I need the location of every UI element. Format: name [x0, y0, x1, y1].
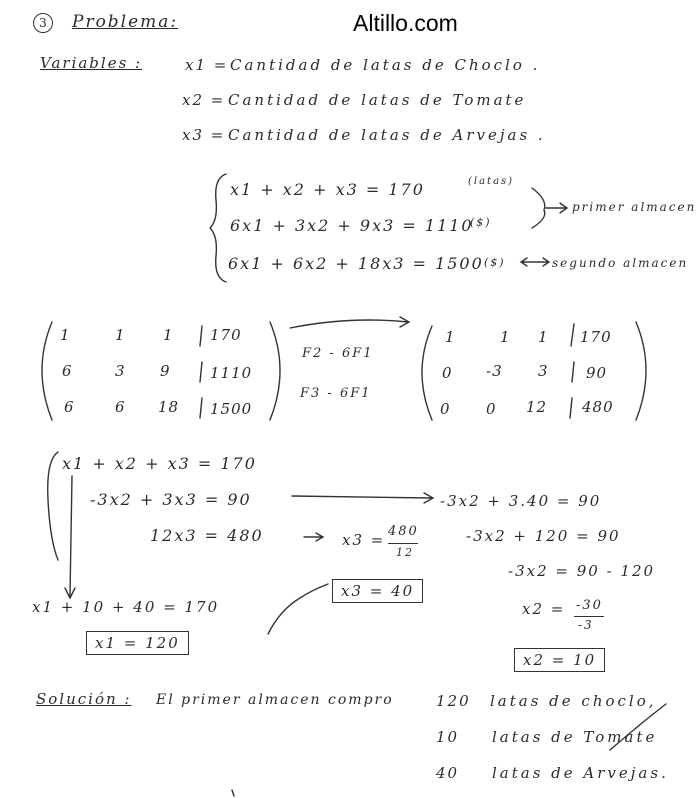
- x1-boxed-result: x1 = 120: [86, 631, 189, 655]
- eq2-to-x2-arrow: [292, 493, 433, 503]
- reduced-eq-1: x1 + x2 + x3 = 170: [62, 454, 257, 473]
- primer-almacen-arrow: [546, 203, 567, 213]
- x2-step-2: -3x2 + 120 = 90: [466, 527, 621, 545]
- solution-text-1: latas de choclo,: [490, 692, 657, 710]
- matrix-left-r1c2: 1: [115, 326, 126, 344]
- x3-numerator: 480: [388, 524, 419, 539]
- system-eq-3: 6x1 + 6x2 + 18x3 = 1500: [228, 254, 484, 273]
- matrix-right-r3c3: 12: [526, 398, 548, 416]
- solution-label: Solución :: [36, 690, 132, 708]
- matrix-transform-arrow: [290, 317, 409, 328]
- variable-x1-name: x1 =: [185, 56, 229, 74]
- tomate-strike: [610, 704, 666, 750]
- matrix-left-r3c1: 6: [64, 398, 75, 416]
- variable-x2-desc: Cantidad de latas de Tomate: [228, 91, 527, 109]
- system-eq-2: 6x1 + 3x2 + 9x3 = 1110: [230, 216, 474, 235]
- matrix-right-r3c4: 480: [582, 398, 614, 416]
- x2-boxed-result: x2 = 10: [514, 648, 605, 672]
- matrix-left-paren-right: [270, 322, 280, 420]
- x3-curved-arrow: [268, 584, 328, 634]
- row-op-1: F2 - 6F1: [302, 346, 374, 361]
- matrix-left-r2c4: 1110: [210, 364, 253, 382]
- reduced-system-brace: [48, 452, 58, 560]
- x3-denominator: 12: [396, 546, 414, 559]
- matrix-left-r2c2: 3: [115, 362, 126, 380]
- x1-step-1: x1 + 10 + 40 = 170: [32, 598, 220, 616]
- matrix-left-r3c3: 18: [158, 398, 180, 416]
- x3-boxed-result: x3 = 40: [332, 579, 423, 603]
- matrix-right-r2c4: 90: [586, 364, 608, 382]
- matrix-right-paren-left: [422, 326, 432, 420]
- x3-fraction-label: x3 =: [342, 531, 386, 549]
- system-brace: [210, 174, 226, 282]
- problem-title: Problema:: [72, 12, 179, 32]
- matrix-right-r1c2: 1: [500, 328, 511, 346]
- problem-number: 3: [39, 16, 47, 30]
- x2-step-1: -3x2 + 3.40 = 90: [440, 492, 602, 510]
- matrix-left-augment-bar: [200, 326, 202, 418]
- matrix-right-r2c2: -3: [486, 362, 503, 380]
- solution-text-2: latas de Tomate: [492, 728, 658, 746]
- row-op-2: F3 - 6F1: [300, 386, 372, 401]
- x2-step-4-label: x2 =: [522, 600, 566, 618]
- matrix-left-r3c4: 1500: [210, 400, 253, 418]
- system-eq-3-note: ($): [484, 256, 506, 269]
- segundo-almacen-arrow: [521, 258, 549, 266]
- matrix-right-r2c1: 0: [442, 364, 453, 382]
- solution-sentence: El primer almacen compro: [156, 692, 394, 708]
- x1-down-arrow: [65, 476, 75, 598]
- matrix-right-r1c3: 1: [538, 328, 549, 346]
- variable-x1-desc: Cantidad de latas de Choclo .: [230, 56, 541, 74]
- x2-step-3: -3x2 = 90 - 120: [508, 562, 656, 580]
- annotation-primer-almacen: primer almacen: [572, 200, 697, 214]
- matrix-left-r1c3: 1: [163, 326, 174, 344]
- matrix-right-paren-right: [636, 322, 646, 420]
- matrix-left-r2c1: 6: [62, 362, 73, 380]
- matrix-left-paren-left: [42, 322, 52, 420]
- matrix-left-r1c1: 1: [60, 326, 71, 344]
- solution-text-3: latas de Arvejas.: [492, 764, 669, 782]
- x2-step-4-denominator: -3: [578, 618, 594, 632]
- reduced-eq-3: 12x3 = 480: [150, 526, 264, 545]
- solution-qty-1: 120: [436, 692, 471, 710]
- variable-x3-name: x3 =: [182, 126, 226, 144]
- variable-x2-name: x2 =: [182, 91, 226, 109]
- system-eq-1: x1 + x2 + x3 = 170: [230, 180, 425, 199]
- matrix-right-r1c4: 170: [580, 328, 612, 346]
- x2-step-4-numerator: -30: [576, 598, 603, 613]
- variables-label: Variables :: [40, 54, 143, 72]
- annotation-segundo-almacen: segundo almacen: [552, 256, 689, 270]
- watermark: Altillo.com: [353, 10, 458, 36]
- system-eq-1-note: (latas): [468, 176, 515, 187]
- matrix-left-r2c3: 9: [160, 362, 171, 380]
- matrix-right-r2c3: 3: [538, 362, 549, 380]
- matrix-right-r3c2: 0: [486, 400, 497, 418]
- stray-mark: [232, 790, 234, 796]
- matrix-left-r3c2: 6: [115, 398, 126, 416]
- eq3-to-x3-arrow: [304, 533, 323, 541]
- system-eq-2-note: ($): [470, 216, 492, 229]
- matrix-right-r3c1: 0: [440, 400, 451, 418]
- matrix-left-r1c4: 170: [210, 326, 242, 344]
- variable-x3-desc: Cantidad de latas de Arvejas .: [228, 126, 546, 144]
- solution-qty-2: 10: [436, 728, 460, 746]
- solution-qty-3: 40: [436, 764, 460, 782]
- reduced-eq-2: -3x2 + 3x3 = 90: [90, 490, 252, 509]
- matrix-right-augment-bar: [570, 324, 574, 418]
- matrix-right-r1c1: 1: [445, 328, 456, 346]
- primer-almacen-bracket: [532, 188, 545, 228]
